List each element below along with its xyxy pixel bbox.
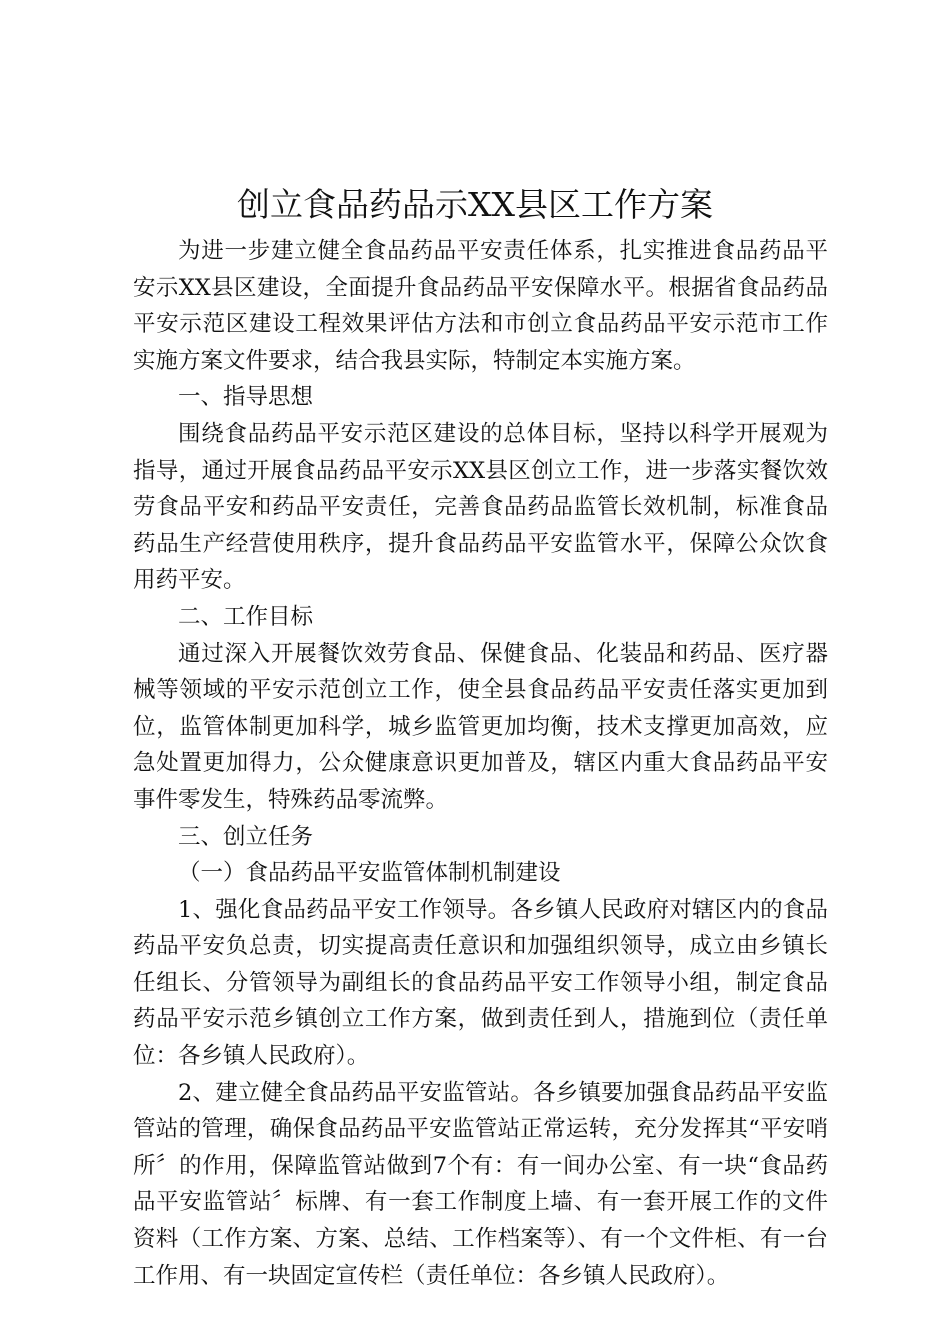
task-item-2: 2、建立健全食品药品平安监管站。各乡镇要加强食品药品平安监管站的管理，确保食品药品平安监管站正常运转，充分发挥其“平安哨所〞的作用，保障监管站做到7个有：有一间办公室、有一块“食品药品平安监管站〞标牌、有一套工作制度上墙、有一套开展工作的文件资料（工作方案、方案、总结、工作档案等）、有一个文件柜、有一台工作用、有一块固定宣传栏（责任单位：各乡镇人民政府）。: [133, 1079, 828, 1289]
intro-paragraph: 为进一步建立健全食品药品平安责任体系，扎实推进食品药品平安示XX县区建设，全面提升食品药品平安保障水平。根据省食品药品平安示范区建设工程效果评估方法和市创立食品药品平安示范市工作实施方案文件要求，结合我县实际，特制定本实施方案。: [133, 238, 828, 374]
subsection-heading-mechanism: （一）食品药品平安监管体制机制建设: [178, 860, 561, 887]
document-title: 创立食品药品示XX县区工作方案: [237, 185, 713, 224]
task-item-1: 1、强化食品药品平安工作领导。各乡镇人民政府对辖区内的食品药品平安负总责，切实提高责任意识和加强组织领导，成立由乡镇长任组长、分管领导为副组长的食品药品平安工作领导小组，制定食品药品平安示范乡镇创立工作方案，做到责任到人，措施到位（责任单位：各乡镇人民政府）。: [133, 896, 828, 1070]
section-heading-work-goals: 二、工作目标: [178, 603, 314, 630]
guiding-thought-paragraph: 围绕食品药品平安示范区建设的总体目标，坚持以科学开展观为指导，通过开展食品药品平安示XX县区创立工作，进一步落实餐饮效劳食品平安和药品平安责任，完善食品药品监管长效机制，标准食品药品生产经营使用秩序，提升食品药品平安监管水平，保障公众饮食用药平安。: [133, 420, 828, 594]
document-body: [133, 233, 828, 1294]
section-heading-tasks: 三、创立任务: [178, 823, 314, 850]
section-heading-guiding-thought: 一、指导思想: [178, 384, 314, 411]
work-goals-paragraph: 通过深入开展餐饮效劳食品、保健食品、化装品和药品、医疗器械等领域的平安示范创立工作，使全县食品药品平安责任落实更加到位，监管体制更加科学，城乡监管更加均衡，技术支撑更加高效，应急处置更加得力，公众健康意识更加普及，辖区内重大食品药品平安事件零发生，特殊药品零流弊。: [133, 640, 828, 813]
